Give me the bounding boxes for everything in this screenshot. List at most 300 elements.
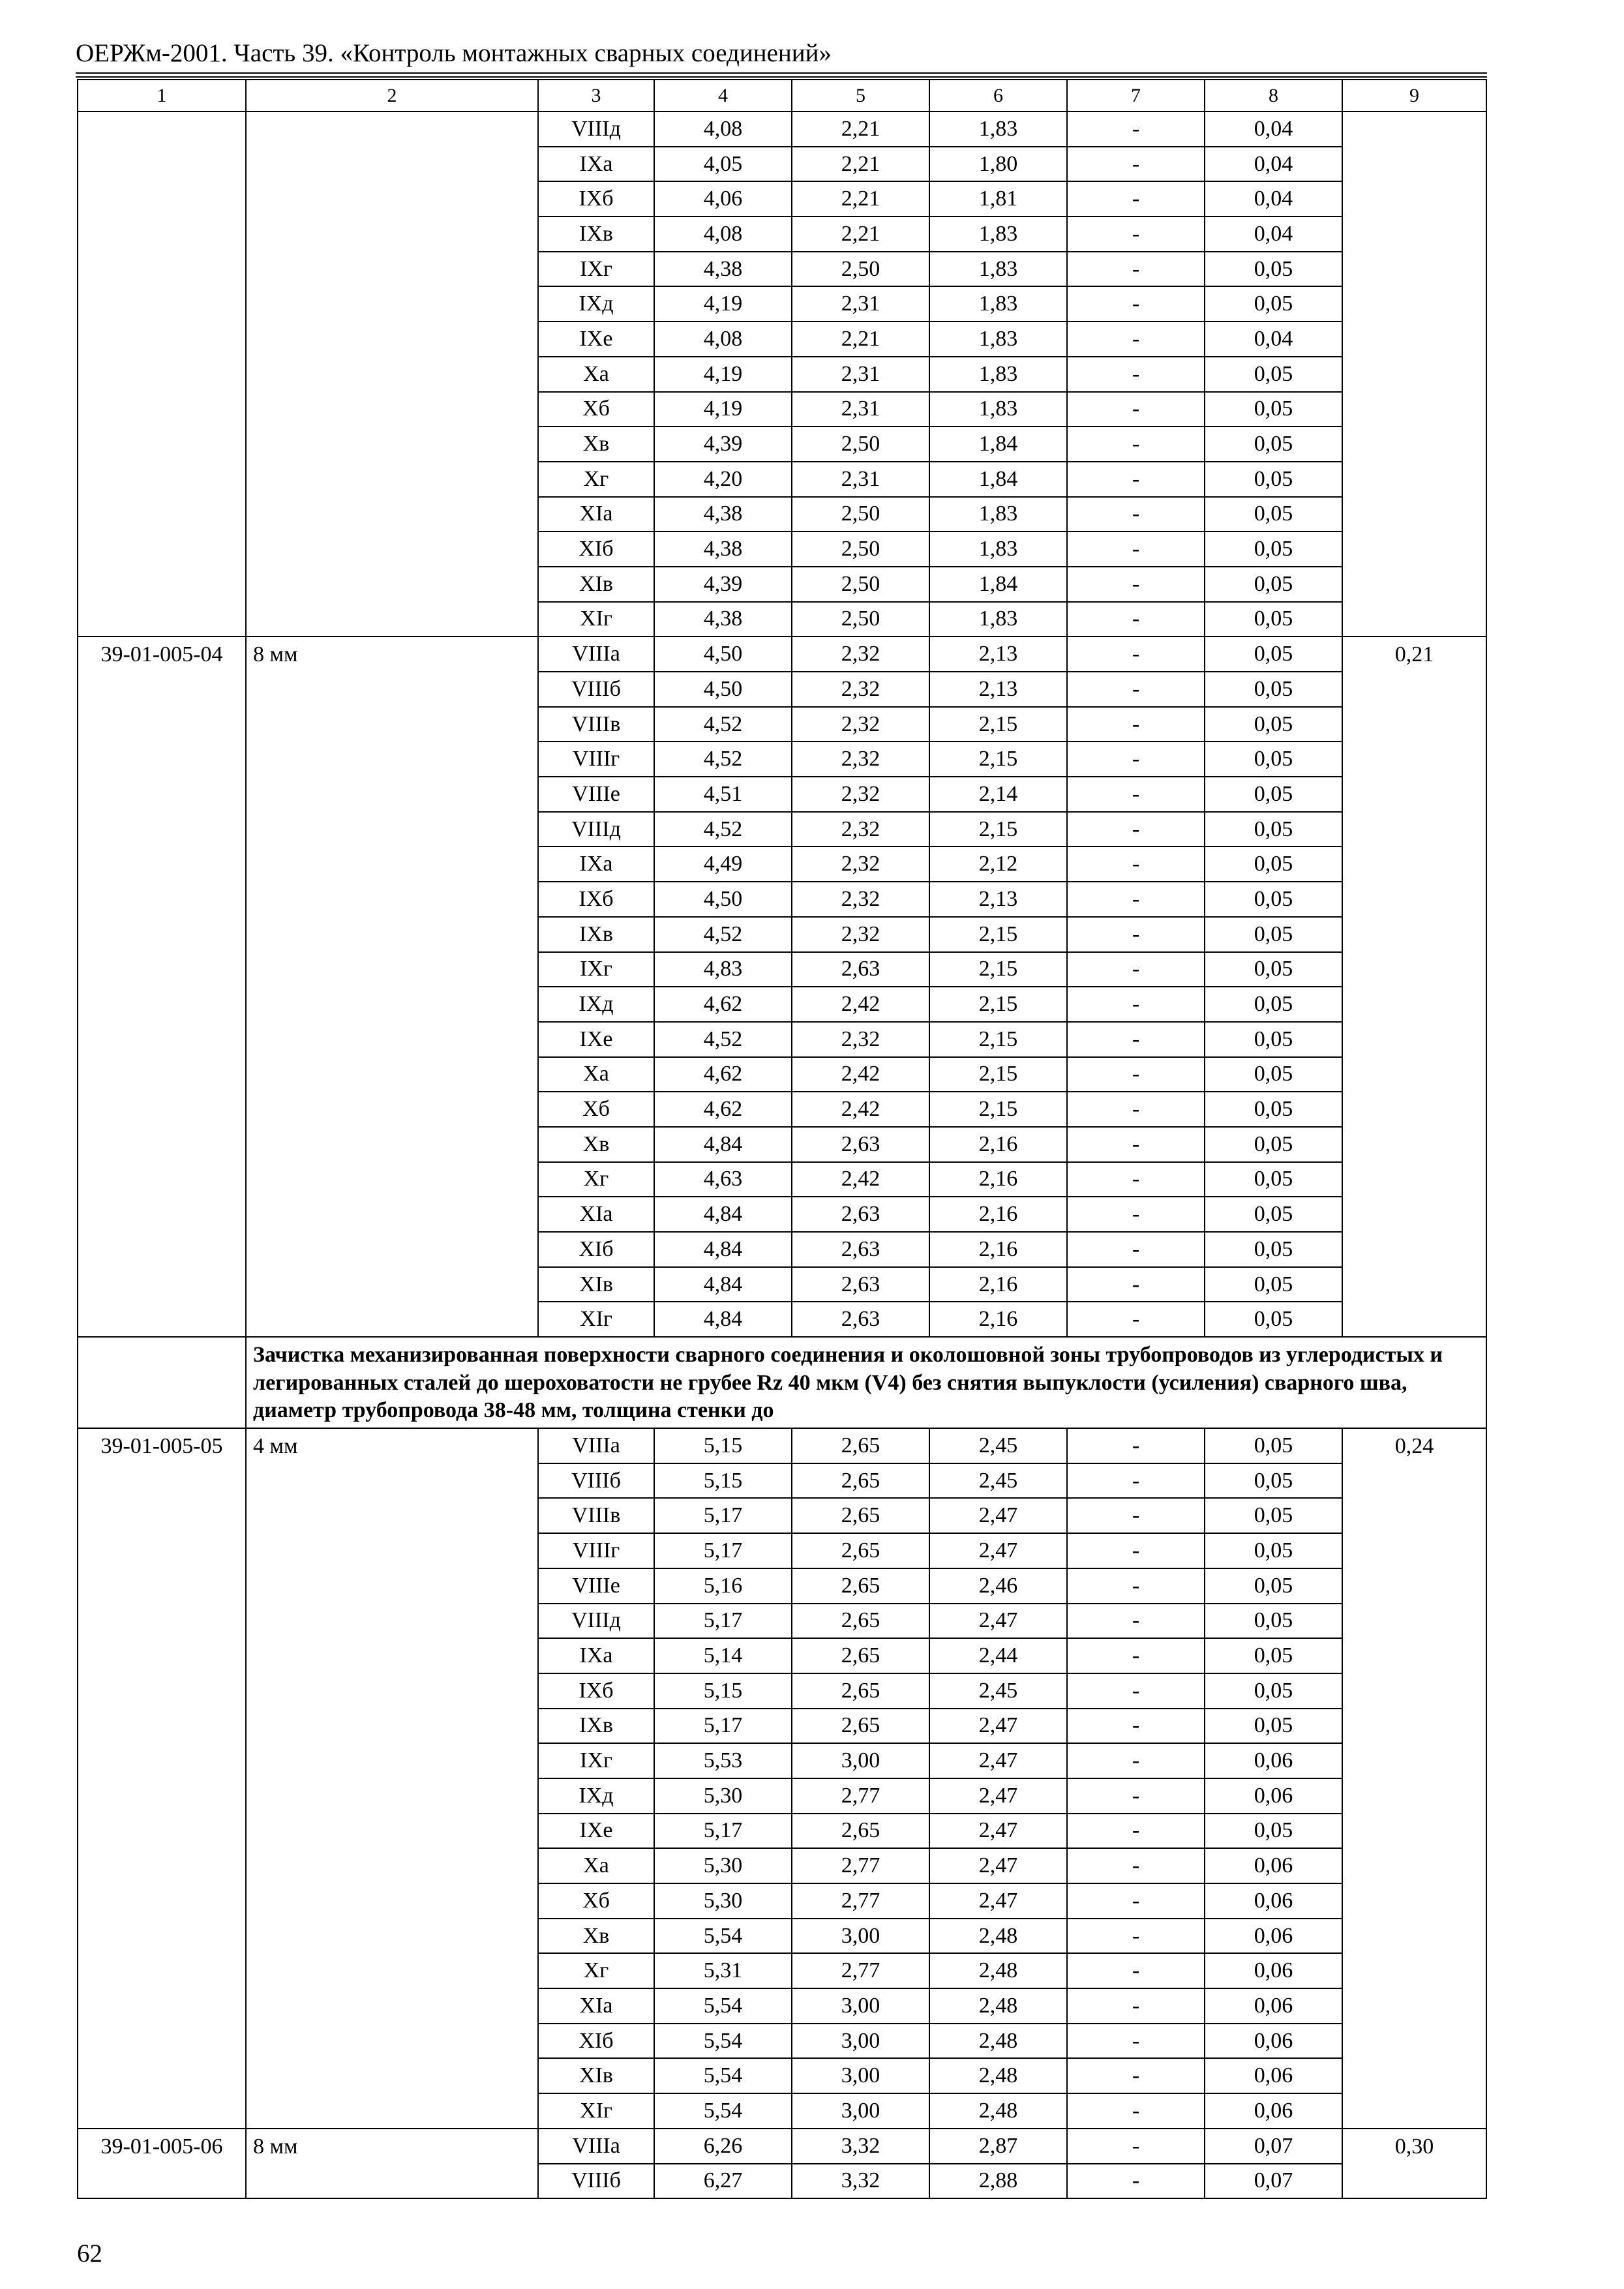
table-cell: IXг <box>538 1743 654 1778</box>
table-cell: 0,05 <box>1205 497 1342 532</box>
table-cell: 6,26 <box>654 2129 792 2164</box>
table-cell: 4,08 <box>654 322 792 357</box>
table-cell: - <box>1067 1533 1205 1568</box>
table-cell: 3,00 <box>792 2093 929 2129</box>
table-cell: 2,15 <box>929 1057 1067 1092</box>
table-cell: - <box>1067 1604 1205 1639</box>
table-cell: 0,06 <box>1205 1883 1342 1919</box>
table-cell: 2,47 <box>929 1604 1067 1639</box>
table-cell: IXб <box>538 1673 654 1709</box>
table-cell: VIIIа <box>538 636 654 672</box>
table-cell: IXб <box>538 181 654 217</box>
table-cell: 1,83 <box>929 392 1067 427</box>
table-cell: 2,45 <box>929 1428 1067 1463</box>
column-number: 3 <box>538 80 654 112</box>
table-cell: 4,19 <box>654 357 792 392</box>
table-cell: 0,06 <box>1205 2024 1342 2059</box>
table-cell: 2,13 <box>929 672 1067 707</box>
table-cell: 2,45 <box>929 1673 1067 1709</box>
page-number: 62 <box>77 2239 102 2267</box>
table-cell: XIа <box>538 1197 654 1232</box>
table-cell: VIIIб <box>538 1463 654 1499</box>
table-cell: 2,13 <box>929 882 1067 917</box>
table-cell: - <box>1067 1127 1205 1162</box>
table-cell: 0,06 <box>1205 1953 1342 1988</box>
table-cell: Xг <box>538 462 654 497</box>
table-cell: 4,84 <box>654 1267 792 1302</box>
table-cell: 2,47 <box>929 1814 1067 1849</box>
table-cell: 2,15 <box>929 812 1067 847</box>
table-cell: 4,84 <box>654 1197 792 1232</box>
table-cell: - <box>1067 322 1205 357</box>
table-cell: 5,15 <box>654 1463 792 1499</box>
table-cell: Xв <box>538 1919 654 1954</box>
table-cell: IXг <box>538 952 654 987</box>
table-cell: 4,52 <box>654 1022 792 1057</box>
table-cell: 2,15 <box>929 987 1067 1022</box>
table-cell: 2,21 <box>792 181 929 217</box>
column-number: 2 <box>246 80 538 112</box>
table-cell: 4,39 <box>654 567 792 602</box>
table-cell: 2,42 <box>792 987 929 1022</box>
table-cell: 2,16 <box>929 1162 1067 1197</box>
table-cell: - <box>1067 147 1205 182</box>
table-cell: XIв <box>538 567 654 602</box>
table-cell: 0,06 <box>1205 2093 1342 2129</box>
table-cell: 0,05 <box>1205 531 1342 567</box>
table-cell: 5,30 <box>654 1883 792 1919</box>
table-cell: 1,81 <box>929 181 1067 217</box>
table-cell: Xа <box>538 1057 654 1092</box>
table-cell: VIIIа <box>538 1428 654 1463</box>
table-cell: - <box>1067 741 1205 777</box>
table-cell: 4,38 <box>654 602 792 637</box>
table-cell: - <box>1067 1568 1205 1604</box>
table-cell: 2,65 <box>792 1604 929 1639</box>
table-cell: 0,05 <box>1205 882 1342 917</box>
table-cell: 4,50 <box>654 882 792 917</box>
table-cell: 2,65 <box>792 1814 929 1849</box>
table-cell: 2,50 <box>792 531 929 567</box>
table-cell: 4,63 <box>654 1162 792 1197</box>
table-cell: 5,30 <box>654 1848 792 1883</box>
table-cell: 1,80 <box>929 147 1067 182</box>
table-cell: IXе <box>538 322 654 357</box>
table-cell: 0,04 <box>1205 322 1342 357</box>
table-cell: 0,05 <box>1205 1638 1342 1673</box>
norms-table <box>77 79 1487 2199</box>
norm-total <box>1342 112 1486 636</box>
table-cell: 4,62 <box>654 1057 792 1092</box>
table-cell: 0,05 <box>1205 741 1342 777</box>
table-cell: 2,63 <box>792 1232 929 1267</box>
table-cell: 0,05 <box>1205 672 1342 707</box>
table-cell: 2,32 <box>792 882 929 917</box>
table-cell: IXв <box>538 217 654 252</box>
table-cell: - <box>1067 1778 1205 1814</box>
column-number: 7 <box>1067 80 1205 112</box>
table-cell: 1,84 <box>929 426 1067 462</box>
table-cell: 4,38 <box>654 531 792 567</box>
table-cell: Xг <box>538 1162 654 1197</box>
table-cell: - <box>1067 567 1205 602</box>
table-cell: 2,63 <box>792 1302 929 1337</box>
table-cell: 2,31 <box>792 462 929 497</box>
table-cell: 0,05 <box>1205 286 1342 322</box>
table-cell: 2,47 <box>929 1778 1067 1814</box>
table-cell: 4,83 <box>654 952 792 987</box>
table-cell: 2,42 <box>792 1162 929 1197</box>
table-cell: 2,48 <box>929 1953 1067 1988</box>
table-cell: 2,47 <box>929 1848 1067 1883</box>
table-cell: 2,15 <box>929 952 1067 987</box>
table-cell: 4,38 <box>654 252 792 287</box>
table-cell: - <box>1067 497 1205 532</box>
table-cell: 2,50 <box>792 426 929 462</box>
header-rule <box>76 72 1487 74</box>
table-cell: 5,17 <box>654 1533 792 1568</box>
table-cell: VIIIв <box>538 707 654 742</box>
table-cell: VIIIд <box>538 1604 654 1639</box>
table-cell: - <box>1067 1022 1205 1057</box>
table-cell: 2,63 <box>792 1127 929 1162</box>
table-cell: 2,32 <box>792 777 929 812</box>
table-cell: - <box>1067 1709 1205 1744</box>
table-cell: IXд <box>538 286 654 322</box>
table-cell: 2,88 <box>929 2164 1067 2199</box>
table-cell: 1,83 <box>929 112 1067 147</box>
norm-total: 0,24 <box>1342 1428 1486 2129</box>
table-cell: 5,53 <box>654 1743 792 1778</box>
table-cell: 2,31 <box>792 357 929 392</box>
table-cell: IXе <box>538 1814 654 1849</box>
table-cell: 2,47 <box>929 1743 1067 1778</box>
table-cell: VIIIб <box>538 672 654 707</box>
table-cell: XIб <box>538 1232 654 1267</box>
table-cell: - <box>1067 1302 1205 1337</box>
table-cell: 0,05 <box>1205 1162 1342 1197</box>
table-cell: VIIIд <box>538 812 654 847</box>
table-cell: 0,05 <box>1205 636 1342 672</box>
table-cell: - <box>1067 426 1205 462</box>
norm-name: 8 мм <box>246 2129 538 2198</box>
table-cell: 2,63 <box>792 952 929 987</box>
table-cell: 1,83 <box>929 286 1067 322</box>
table-cell: 4,19 <box>654 286 792 322</box>
table-cell: 2,48 <box>929 2058 1067 2093</box>
table-cell: 4,39 <box>654 426 792 462</box>
table-cell: 3,00 <box>792 1919 929 1954</box>
table-cell: 2,47 <box>929 1498 1067 1533</box>
table-cell: 1,83 <box>929 217 1067 252</box>
table-cell: 0,05 <box>1205 1197 1342 1232</box>
table-cell: 6,27 <box>654 2164 792 2199</box>
table-cell: 2,50 <box>792 567 929 602</box>
table-cell: 0,05 <box>1205 952 1342 987</box>
table-cell: 2,48 <box>929 2024 1067 2059</box>
table-cell: IXа <box>538 1638 654 1673</box>
table-cell: 3,32 <box>792 2164 929 2199</box>
norm-total: 0,21 <box>1342 636 1486 1337</box>
table-cell: VIIIе <box>538 1568 654 1604</box>
table-cell: VIIIг <box>538 1533 654 1568</box>
table-cell: 2,65 <box>792 1638 929 1673</box>
table-cell: 0,05 <box>1205 987 1342 1022</box>
table-cell: 2,44 <box>929 1638 1067 1673</box>
table-cell: 2,32 <box>792 672 929 707</box>
table-cell: IXа <box>538 846 654 882</box>
table-cell: 0,05 <box>1205 1428 1342 1463</box>
table-cell: 4,50 <box>654 636 792 672</box>
table-cell: - <box>1067 181 1205 217</box>
table-cell: 0,05 <box>1205 426 1342 462</box>
table-cell: 2,48 <box>929 1919 1067 1954</box>
table-cell: - <box>1067 357 1205 392</box>
table-cell: - <box>1067 462 1205 497</box>
table-cell: 0,05 <box>1205 252 1342 287</box>
table-cell: 4,52 <box>654 917 792 952</box>
table-cell: 4,05 <box>654 147 792 182</box>
table-cell: 0,05 <box>1205 1057 1342 1092</box>
table-cell: Xб <box>538 392 654 427</box>
table-cell: - <box>1067 1743 1205 1778</box>
table-cell: 1,84 <box>929 567 1067 602</box>
table-cell: XIа <box>538 1988 654 2024</box>
table-cell: 5,54 <box>654 2093 792 2129</box>
table-row <box>78 636 1486 672</box>
table-cell: 5,17 <box>654 1709 792 1744</box>
table-cell: 2,15 <box>929 917 1067 952</box>
table-cell: - <box>1067 1814 1205 1849</box>
section-blank-cell <box>78 1337 246 1428</box>
table-cell: 4,52 <box>654 812 792 847</box>
table-cell: 2,31 <box>792 392 929 427</box>
norm-code: 39-01-005-04 <box>78 636 246 1337</box>
table-cell: 0,05 <box>1205 707 1342 742</box>
table-cell: 3,00 <box>792 1743 929 1778</box>
table-cell: Xв <box>538 1127 654 1162</box>
table-cell: - <box>1067 636 1205 672</box>
table-cell: 2,65 <box>792 1498 929 1533</box>
table-body <box>78 80 1486 2198</box>
table-cell: - <box>1067 812 1205 847</box>
table-cell: - <box>1067 112 1205 147</box>
norm-name <box>246 112 538 636</box>
column-number: 6 <box>929 80 1067 112</box>
table-cell: 0,05 <box>1205 567 1342 602</box>
table-cell: - <box>1067 1919 1205 1954</box>
table-cell: 2,12 <box>929 846 1067 882</box>
table-cell: 4,49 <box>654 846 792 882</box>
table-cell: 4,38 <box>654 497 792 532</box>
table-cell: 2,77 <box>792 1778 929 1814</box>
table-cell: 4,08 <box>654 112 792 147</box>
table-cell: 2,13 <box>929 636 1067 672</box>
table-cell: 3,00 <box>792 1988 929 2024</box>
column-number: 1 <box>78 80 246 112</box>
table-cell: 1,84 <box>929 462 1067 497</box>
table-cell: 2,15 <box>929 741 1067 777</box>
table-cell: - <box>1067 917 1205 952</box>
table-cell: - <box>1067 672 1205 707</box>
table-cell: XIв <box>538 1267 654 1302</box>
table-cell: - <box>1067 1092 1205 1127</box>
table-cell: 2,31 <box>792 286 929 322</box>
table-cell: 2,77 <box>792 1848 929 1883</box>
table-cell: 2,65 <box>792 1673 929 1709</box>
table-cell: - <box>1067 1498 1205 1533</box>
table-cell: Xб <box>538 1092 654 1127</box>
table-cell: 0,05 <box>1205 1022 1342 1057</box>
table-cell: XIб <box>538 2024 654 2059</box>
table-cell: 2,16 <box>929 1197 1067 1232</box>
table-cell: 0,04 <box>1205 217 1342 252</box>
table-cell: 2,87 <box>929 2129 1067 2164</box>
table-cell: 2,21 <box>792 217 929 252</box>
table-cell: IXв <box>538 1709 654 1744</box>
table-cell: 2,32 <box>792 917 929 952</box>
norm-name: 4 мм <box>246 1428 538 2129</box>
table-cell: 4,84 <box>654 1302 792 1337</box>
table-cell: VIIIа <box>538 2129 654 2164</box>
table-cell: 0,05 <box>1205 1604 1342 1639</box>
table-cell: - <box>1067 777 1205 812</box>
table-cell: 0,04 <box>1205 181 1342 217</box>
table-cell: 4,20 <box>654 462 792 497</box>
table-cell: 0,06 <box>1205 1919 1342 1954</box>
table-cell: IXд <box>538 987 654 1022</box>
table-cell: 5,54 <box>654 2024 792 2059</box>
table-cell: 2,42 <box>792 1057 929 1092</box>
table-cell: 0,05 <box>1205 1568 1342 1604</box>
table-cell: 5,31 <box>654 1953 792 1988</box>
table-cell: - <box>1067 217 1205 252</box>
table-cell: 0,05 <box>1205 1127 1342 1162</box>
table-cell: - <box>1067 1162 1205 1197</box>
norm-code: 39-01-005-06 <box>78 2129 246 2198</box>
table-cell: 4,84 <box>654 1232 792 1267</box>
table-cell: - <box>1067 1428 1205 1463</box>
table-cell: 2,32 <box>792 846 929 882</box>
table-cell: - <box>1067 1463 1205 1499</box>
table-cell: 2,50 <box>792 252 929 287</box>
table-cell: 0,05 <box>1205 1302 1342 1337</box>
table-cell: 2,21 <box>792 112 929 147</box>
column-number: 8 <box>1205 80 1342 112</box>
header-rule-double <box>76 76 1487 78</box>
table-cell: - <box>1067 2024 1205 2059</box>
table-row <box>78 1428 1486 1463</box>
table-cell: - <box>1067 1673 1205 1709</box>
table-cell: 0,06 <box>1205 2058 1342 2093</box>
table-cell: 2,65 <box>792 1709 929 1744</box>
table-cell: 4,62 <box>654 1092 792 1127</box>
table-cell: IXв <box>538 917 654 952</box>
section-heading-row <box>78 1337 1486 1428</box>
table-cell: 0,04 <box>1205 147 1342 182</box>
table-cell: - <box>1067 2129 1205 2164</box>
table-cell: 0,05 <box>1205 1267 1342 1302</box>
table-cell: 2,77 <box>792 1883 929 1919</box>
table-cell: - <box>1067 1267 1205 1302</box>
table-cell: - <box>1067 1638 1205 1673</box>
table-cell: 4,50 <box>654 672 792 707</box>
table-cell: 4,51 <box>654 777 792 812</box>
table-cell: Xб <box>538 1883 654 1919</box>
table-cell: 2,15 <box>929 1092 1067 1127</box>
table-cell: 0,06 <box>1205 1778 1342 1814</box>
table-cell: 4,52 <box>654 741 792 777</box>
table-cell: 5,54 <box>654 1988 792 2024</box>
table-cell: VIIIв <box>538 1498 654 1533</box>
table-cell: VIIIд <box>538 112 654 147</box>
table-cell: - <box>1067 1232 1205 1267</box>
table-cell: VIIIг <box>538 741 654 777</box>
table-cell: XIг <box>538 602 654 637</box>
table-cell: 2,65 <box>792 1463 929 1499</box>
table-cell: - <box>1067 846 1205 882</box>
table-cell: 2,32 <box>792 636 929 672</box>
table-cell: 0,05 <box>1205 1232 1342 1267</box>
table-cell: 4,84 <box>654 1127 792 1162</box>
table-cell: 0,05 <box>1205 1709 1342 1744</box>
table-cell: VIIIе <box>538 777 654 812</box>
table-cell: Xа <box>538 1848 654 1883</box>
table-cell: 0,05 <box>1205 602 1342 637</box>
table-cell: 2,50 <box>792 602 929 637</box>
table-cell: 0,05 <box>1205 1814 1342 1849</box>
table-cell: 2,16 <box>929 1267 1067 1302</box>
table-cell: 2,16 <box>929 1232 1067 1267</box>
table-cell: 5,17 <box>654 1814 792 1849</box>
table-cell: 0,05 <box>1205 392 1342 427</box>
table-cell: 3,32 <box>792 2129 929 2164</box>
table-cell: - <box>1067 2093 1205 2129</box>
table-cell: 5,16 <box>654 1568 792 1604</box>
table-cell: 1,83 <box>929 357 1067 392</box>
table-cell: - <box>1067 707 1205 742</box>
table-cell: - <box>1067 531 1205 567</box>
table-cell: XIв <box>538 2058 654 2093</box>
table-cell: XIб <box>538 531 654 567</box>
table-cell: VIIIб <box>538 2164 654 2199</box>
table-cell: 0,05 <box>1205 846 1342 882</box>
table-cell: 1,83 <box>929 497 1067 532</box>
table-cell: 0,05 <box>1205 1673 1342 1709</box>
table-cell: 2,47 <box>929 1883 1067 1919</box>
table-cell: 4,52 <box>654 707 792 742</box>
table-cell: 2,42 <box>792 1092 929 1127</box>
table-cell: Xв <box>538 426 654 462</box>
table-cell: 5,30 <box>654 1778 792 1814</box>
table-cell: 0,05 <box>1205 357 1342 392</box>
table-cell: 5,14 <box>654 1638 792 1673</box>
table-cell: - <box>1067 952 1205 987</box>
table-cell: 2,21 <box>792 322 929 357</box>
table-cell: 0,07 <box>1205 2129 1342 2164</box>
table-cell: 2,32 <box>792 707 929 742</box>
norm-name: 8 мм <box>246 636 538 1337</box>
table-cell: 2,65 <box>792 1568 929 1604</box>
table-cell: 0,05 <box>1205 462 1342 497</box>
table-cell: 1,83 <box>929 322 1067 357</box>
table-cell: 0,05 <box>1205 917 1342 952</box>
table-cell: - <box>1067 987 1205 1022</box>
table-cell: 0,04 <box>1205 112 1342 147</box>
table-cell: - <box>1067 286 1205 322</box>
column-number: 4 <box>654 80 792 112</box>
table-cell: - <box>1067 252 1205 287</box>
